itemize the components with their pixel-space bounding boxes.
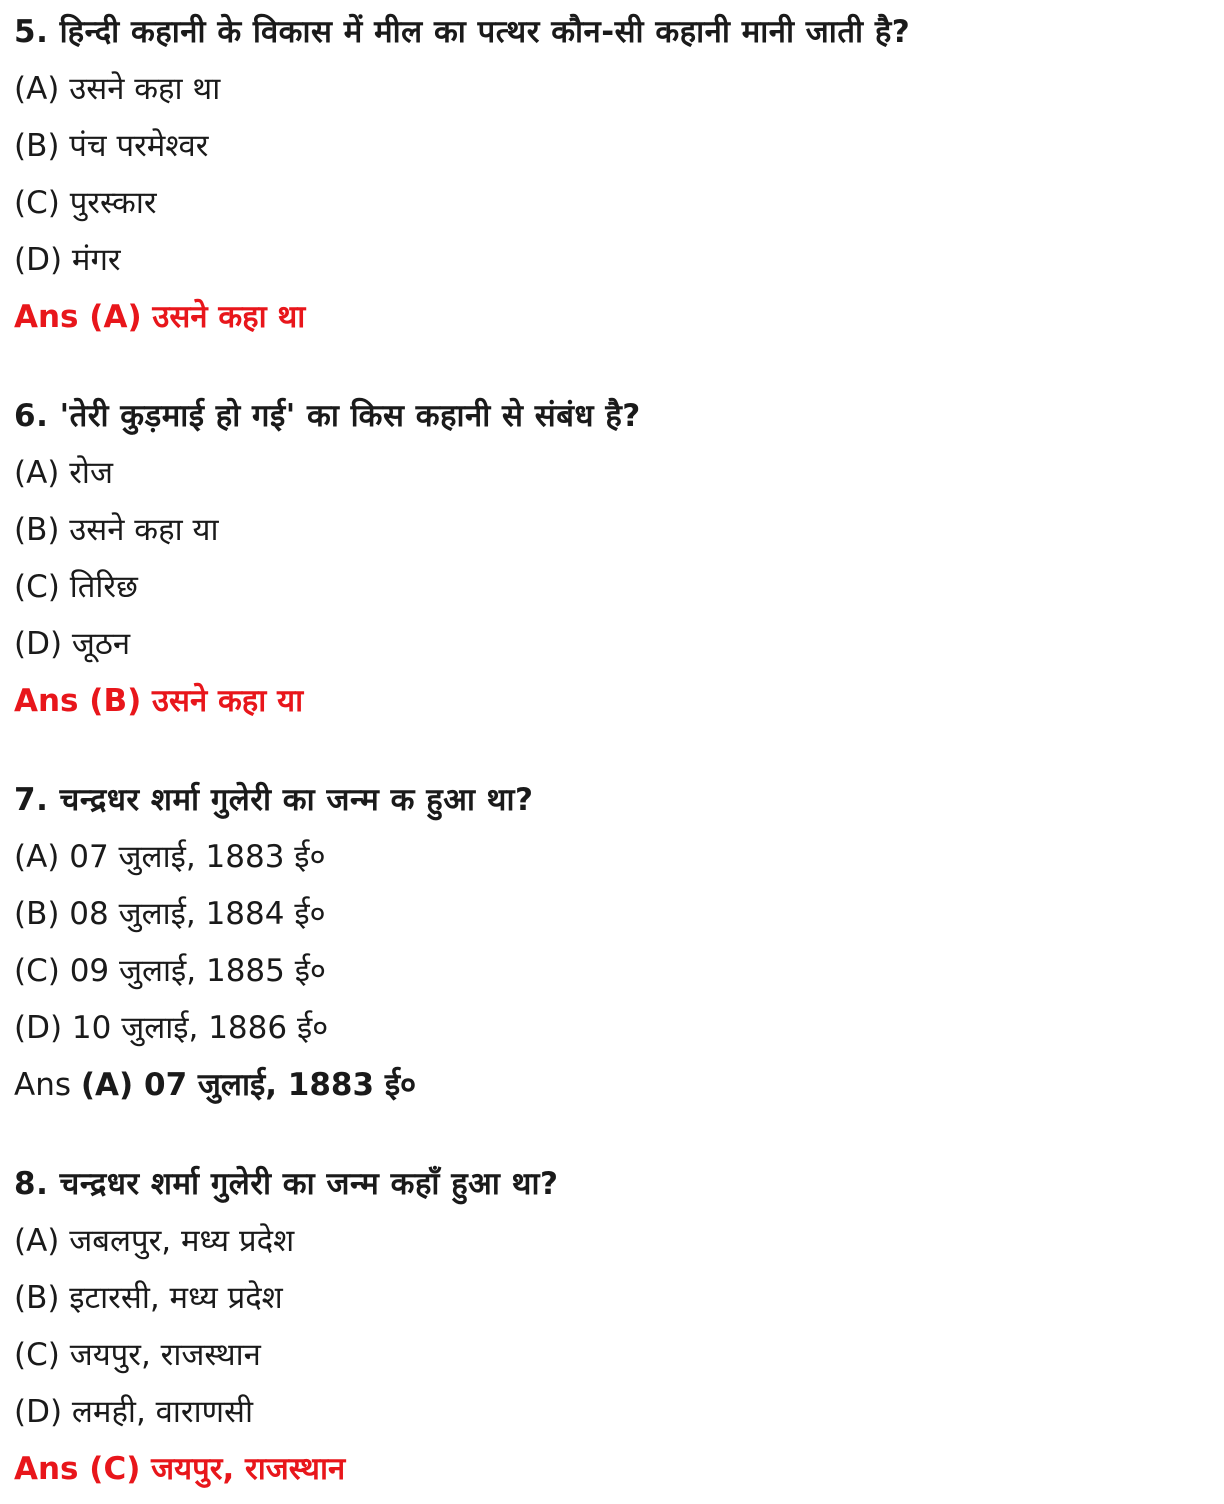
question-block-8 — [14, 1156, 1204, 1498]
question-text: 7. चन्द्रधर शर्मा गुलेरी का जन्म क हुआ था? — [14, 782, 534, 818]
question-block-7 — [14, 772, 1204, 1114]
question-text: 5. हिन्दी कहानी के विकास में मील का पत्थर कौन-सी कहानी मानी जाती है? — [14, 14, 911, 50]
option-b: (B) पंच परमेश्वर — [14, 128, 209, 164]
option-c: (C) 09 जुलाई, 1885 ई० — [14, 953, 327, 989]
option-b: (B) 08 जुलाई, 1884 ई० — [14, 896, 326, 932]
question-text: 8. चन्द्रधर शर्मा गुलेरी का जन्म कहाँ हुआ था? — [14, 1166, 559, 1202]
option-a: (A) 07 जुलाई, 1883 ई० — [14, 839, 326, 875]
option-b: (B) इटारसी, मध्य प्रदेश — [14, 1280, 283, 1316]
option-c: (C) पुरस्कार — [14, 185, 157, 221]
option-d: (D) लमही, वाराणसी — [14, 1394, 254, 1430]
option-c: (C) तिरिछ — [14, 569, 138, 605]
option-a: (A) उसने कहा था — [14, 71, 221, 107]
option-d: (D) जूठन — [14, 626, 131, 662]
answer-text: Ans (A) उसने कहा था — [14, 299, 306, 335]
option-a: (A) जबलपुर, मध्य प्रदेश — [14, 1223, 295, 1259]
option-c: (C) जयपुर, राजस्थान — [14, 1337, 261, 1373]
question-text: 6. 'तेरी कुड़माई हो गई' का किस कहानी से संबंध है? — [14, 398, 641, 434]
answer-prefix: Ans — [14, 1067, 72, 1103]
option-a: (A) रोज — [14, 455, 113, 491]
question-block-5 — [14, 4, 1204, 346]
answer-text: Ans (B) उसने कहा या — [14, 683, 304, 719]
answer-text — [14, 1057, 1204, 1114]
question-block-6 — [14, 388, 1204, 730]
option-d: (D) मंगर — [14, 242, 121, 278]
answer-value: (A) 07 जुलाई, 1883 ई० — [80, 1067, 417, 1103]
option-b: (B) उसने कहा या — [14, 512, 219, 548]
option-d: (D) 10 जुलाई, 1886 ई० — [14, 1010, 329, 1046]
answer-text: Ans (C) जयपुर, राजस्थान — [14, 1451, 346, 1487]
